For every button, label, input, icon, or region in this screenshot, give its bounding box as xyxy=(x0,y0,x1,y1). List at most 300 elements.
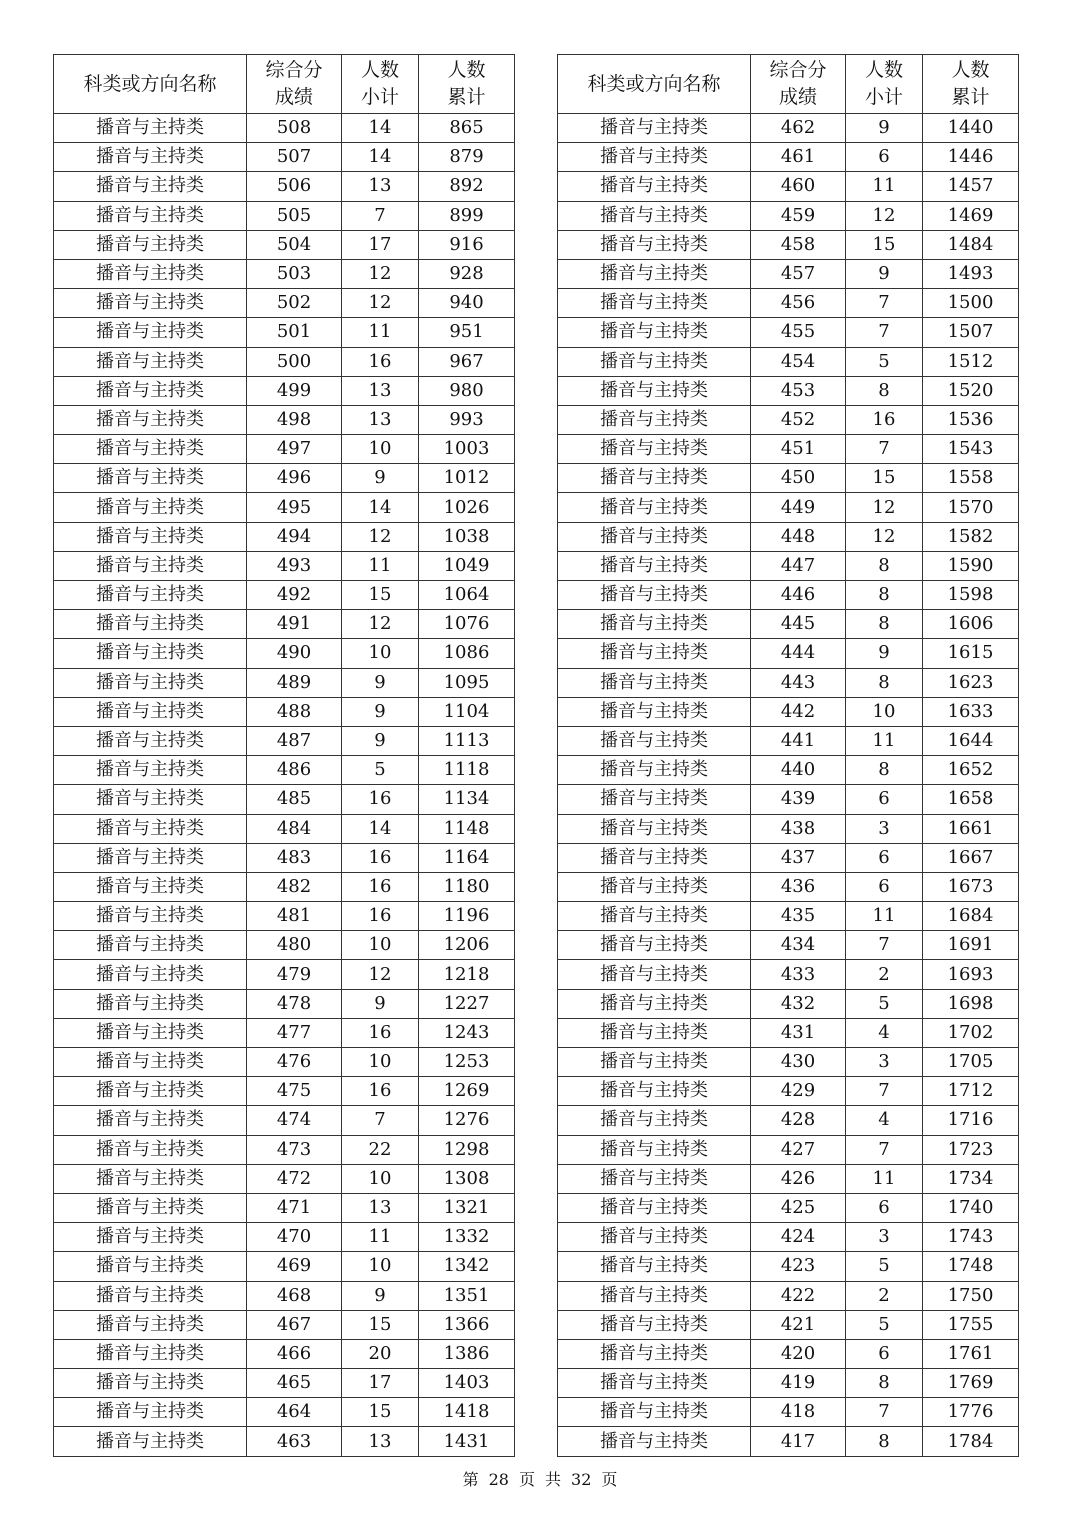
category-cell: 播音与主持类 xyxy=(54,726,247,755)
score-cell: 491 xyxy=(247,610,342,639)
table-row xyxy=(54,1427,515,1456)
count-cell: 5 xyxy=(846,347,923,376)
score-cell: 453 xyxy=(751,376,846,405)
count-cell: 16 xyxy=(342,872,419,901)
score-cell: 425 xyxy=(751,1193,846,1222)
count-cell: 11 xyxy=(846,1164,923,1193)
score-cell: 450 xyxy=(751,464,846,493)
table-row xyxy=(54,902,515,931)
count-cell: 10 xyxy=(342,435,419,464)
table-row xyxy=(54,989,515,1018)
cumulative-cell: 1321 xyxy=(419,1193,515,1222)
cumulative-cell: 1104 xyxy=(419,697,515,726)
score-cell: 447 xyxy=(751,551,846,580)
table-row xyxy=(54,318,515,347)
cumulative-cell: 1418 xyxy=(419,1398,515,1427)
category-cell: 播音与主持类 xyxy=(54,1398,247,1427)
score-cell: 436 xyxy=(751,872,846,901)
table-row xyxy=(54,1077,515,1106)
cumulative-cell: 980 xyxy=(419,376,515,405)
table-row xyxy=(558,1106,1019,1135)
table-row xyxy=(558,639,1019,668)
score-cell: 423 xyxy=(751,1252,846,1281)
cumulative-cell: 940 xyxy=(419,289,515,318)
table-row xyxy=(54,610,515,639)
table-row xyxy=(54,259,515,288)
category-cell: 播音与主持类 xyxy=(558,843,751,872)
score-cell: 504 xyxy=(247,230,342,259)
cumulative-cell: 1716 xyxy=(923,1106,1019,1135)
count-cell: 4 xyxy=(846,1018,923,1047)
count-cell: 14 xyxy=(342,814,419,843)
table-row xyxy=(54,1223,515,1252)
score-cell: 445 xyxy=(751,610,846,639)
count-cell: 14 xyxy=(342,143,419,172)
score-cell: 462 xyxy=(751,114,846,143)
cumulative-cell: 1076 xyxy=(419,610,515,639)
count-cell: 5 xyxy=(846,989,923,1018)
count-cell: 16 xyxy=(342,902,419,931)
cumulative-cell: 1049 xyxy=(419,551,515,580)
count-cell: 11 xyxy=(846,726,923,755)
count-cell: 16 xyxy=(342,347,419,376)
cumulative-cell: 951 xyxy=(419,318,515,347)
cumulative-cell: 1484 xyxy=(923,230,1019,259)
page-footer xyxy=(0,1467,1080,1490)
cumulative-cell: 1761 xyxy=(923,1339,1019,1368)
table-row xyxy=(558,435,1019,464)
table-row xyxy=(558,376,1019,405)
count-cell: 12 xyxy=(846,493,923,522)
cumulative-cell: 1308 xyxy=(419,1164,515,1193)
score-cell: 418 xyxy=(751,1398,846,1427)
score-cell: 460 xyxy=(751,172,846,201)
cumulative-cell: 1095 xyxy=(419,668,515,697)
category-cell: 播音与主持类 xyxy=(558,318,751,347)
table-row xyxy=(54,1310,515,1339)
score-cell: 484 xyxy=(247,814,342,843)
table-row xyxy=(558,405,1019,434)
count-cell: 22 xyxy=(342,1135,419,1164)
table-row xyxy=(558,201,1019,230)
category-cell: 播音与主持类 xyxy=(558,581,751,610)
count-cell: 12 xyxy=(342,259,419,288)
count-cell: 13 xyxy=(342,376,419,405)
cumulative-cell: 916 xyxy=(419,230,515,259)
score-cell: 469 xyxy=(247,1252,342,1281)
count-cell: 7 xyxy=(846,318,923,347)
table-row xyxy=(558,114,1019,143)
category-cell: 播音与主持类 xyxy=(54,114,247,143)
cumulative-cell: 1693 xyxy=(923,960,1019,989)
category-cell: 播音与主持类 xyxy=(54,1427,247,1456)
category-cell: 播音与主持类 xyxy=(558,143,751,172)
cumulative-cell: 1784 xyxy=(923,1427,1019,1456)
table-row xyxy=(54,1339,515,1368)
count-cell: 8 xyxy=(846,1369,923,1398)
category-cell: 播音与主持类 xyxy=(558,1135,751,1164)
count-cell: 12 xyxy=(846,201,923,230)
category-cell: 播音与主持类 xyxy=(54,1048,247,1077)
count-cell: 16 xyxy=(342,785,419,814)
table-row xyxy=(558,1339,1019,1368)
score-cell: 458 xyxy=(751,230,846,259)
table-row xyxy=(54,931,515,960)
cumulative-cell: 1673 xyxy=(923,872,1019,901)
count-cell: 11 xyxy=(846,902,923,931)
count-cell: 17 xyxy=(342,1369,419,1398)
score-cell: 461 xyxy=(751,143,846,172)
table-row xyxy=(558,551,1019,580)
count-cell: 8 xyxy=(846,581,923,610)
category-cell: 播音与主持类 xyxy=(558,405,751,434)
score-cell: 481 xyxy=(247,902,342,931)
table-row xyxy=(54,114,515,143)
count-cell: 6 xyxy=(846,843,923,872)
score-cell: 485 xyxy=(247,785,342,814)
category-cell: 播音与主持类 xyxy=(558,1018,751,1047)
cumulative-cell: 1218 xyxy=(419,960,515,989)
count-cell: 6 xyxy=(846,872,923,901)
table-row xyxy=(54,551,515,580)
score-cell: 428 xyxy=(751,1106,846,1135)
score-cell: 471 xyxy=(247,1193,342,1222)
count-cell: 7 xyxy=(342,201,419,230)
category-cell: 播音与主持类 xyxy=(54,785,247,814)
count-cell: 7 xyxy=(846,931,923,960)
cumulative-cell: 1196 xyxy=(419,902,515,931)
count-cell: 9 xyxy=(342,464,419,493)
table-row xyxy=(54,376,515,405)
cumulative-cell: 1366 xyxy=(419,1310,515,1339)
cumulative-cell: 1702 xyxy=(923,1018,1019,1047)
score-cell: 465 xyxy=(247,1369,342,1398)
category-cell: 播音与主持类 xyxy=(558,259,751,288)
table-row xyxy=(54,143,515,172)
count-cell: 10 xyxy=(342,1252,419,1281)
cumulative-cell: 1644 xyxy=(923,726,1019,755)
table-row xyxy=(54,1193,515,1222)
score-cell: 470 xyxy=(247,1223,342,1252)
count-cell: 9 xyxy=(342,668,419,697)
category-cell: 播音与主持类 xyxy=(54,318,247,347)
table-row xyxy=(558,1427,1019,1456)
table-row xyxy=(558,318,1019,347)
count-cell: 12 xyxy=(342,522,419,551)
count-cell: 8 xyxy=(846,610,923,639)
count-cell: 9 xyxy=(846,259,923,288)
count-cell: 6 xyxy=(846,1193,923,1222)
category-cell: 播音与主持类 xyxy=(558,610,751,639)
score-cell: 463 xyxy=(247,1427,342,1456)
score-cell: 422 xyxy=(751,1281,846,1310)
score-cell: 500 xyxy=(247,347,342,376)
count-cell: 15 xyxy=(846,230,923,259)
cumulative-cell: 1118 xyxy=(419,756,515,785)
header-cumulative: 人数 累计 xyxy=(923,55,1019,114)
category-cell: 播音与主持类 xyxy=(558,639,751,668)
table-row xyxy=(54,464,515,493)
cumulative-cell: 1590 xyxy=(923,551,1019,580)
score-cell: 474 xyxy=(247,1106,342,1135)
table-row xyxy=(558,814,1019,843)
category-cell: 播音与主持类 xyxy=(558,785,751,814)
table-row xyxy=(558,464,1019,493)
category-cell: 播音与主持类 xyxy=(54,435,247,464)
table-row xyxy=(54,347,515,376)
score-cell: 467 xyxy=(247,1310,342,1339)
table-row xyxy=(558,872,1019,901)
count-cell: 11 xyxy=(342,318,419,347)
score-cell: 464 xyxy=(247,1398,342,1427)
score-cell: 451 xyxy=(751,435,846,464)
count-cell: 12 xyxy=(342,289,419,318)
count-cell: 10 xyxy=(342,1048,419,1077)
score-cell: 493 xyxy=(247,551,342,580)
table-row xyxy=(54,1281,515,1310)
cumulative-cell: 1086 xyxy=(419,639,515,668)
table-body-left xyxy=(54,114,515,1457)
category-cell: 播音与主持类 xyxy=(558,1369,751,1398)
category-cell: 播音与主持类 xyxy=(54,376,247,405)
score-cell: 494 xyxy=(247,522,342,551)
cumulative-cell: 1623 xyxy=(923,668,1019,697)
score-cell: 437 xyxy=(751,843,846,872)
score-cell: 506 xyxy=(247,172,342,201)
cumulative-cell: 1446 xyxy=(923,143,1019,172)
count-cell: 11 xyxy=(342,551,419,580)
table-row xyxy=(558,522,1019,551)
count-cell: 5 xyxy=(846,1252,923,1281)
cumulative-cell: 993 xyxy=(419,405,515,434)
count-cell: 12 xyxy=(342,610,419,639)
category-cell: 播音与主持类 xyxy=(54,230,247,259)
category-cell: 播音与主持类 xyxy=(54,172,247,201)
cumulative-cell: 1113 xyxy=(419,726,515,755)
category-cell: 播音与主持类 xyxy=(558,114,751,143)
category-cell: 播音与主持类 xyxy=(558,1398,751,1427)
score-cell: 487 xyxy=(247,726,342,755)
table-row xyxy=(558,1135,1019,1164)
table-row xyxy=(54,1048,515,1077)
count-cell: 13 xyxy=(342,1193,419,1222)
score-cell: 440 xyxy=(751,756,846,785)
count-cell: 16 xyxy=(342,843,419,872)
score-cell: 446 xyxy=(751,581,846,610)
table-header-row xyxy=(558,55,1019,114)
category-cell: 播音与主持类 xyxy=(558,1339,751,1368)
cumulative-cell: 1748 xyxy=(923,1252,1019,1281)
table-row xyxy=(558,668,1019,697)
count-cell: 9 xyxy=(846,114,923,143)
table-row xyxy=(54,1164,515,1193)
category-cell: 播音与主持类 xyxy=(54,872,247,901)
count-cell: 9 xyxy=(342,989,419,1018)
table-row xyxy=(558,143,1019,172)
score-cell: 443 xyxy=(751,668,846,697)
score-cell: 496 xyxy=(247,464,342,493)
count-cell: 7 xyxy=(342,1106,419,1135)
cumulative-cell: 1332 xyxy=(419,1223,515,1252)
cumulative-cell: 865 xyxy=(419,114,515,143)
category-cell: 播音与主持类 xyxy=(558,814,751,843)
table-row xyxy=(54,872,515,901)
score-cell: 426 xyxy=(751,1164,846,1193)
score-cell: 431 xyxy=(751,1018,846,1047)
score-table-right xyxy=(557,54,1019,1457)
cumulative-cell: 1543 xyxy=(923,435,1019,464)
table-row xyxy=(558,902,1019,931)
count-cell: 2 xyxy=(846,960,923,989)
table-row xyxy=(558,1369,1019,1398)
cumulative-cell: 928 xyxy=(419,259,515,288)
category-cell: 播音与主持类 xyxy=(54,1223,247,1252)
table-row xyxy=(558,172,1019,201)
category-cell: 播音与主持类 xyxy=(54,639,247,668)
header-score: 综合分 成绩 xyxy=(751,55,846,114)
table-row xyxy=(558,1164,1019,1193)
category-cell: 播音与主持类 xyxy=(54,1369,247,1398)
category-cell: 播音与主持类 xyxy=(558,1252,751,1281)
cumulative-cell: 1440 xyxy=(923,114,1019,143)
table-row xyxy=(54,1369,515,1398)
table-row xyxy=(54,960,515,989)
count-cell: 11 xyxy=(846,172,923,201)
table-row xyxy=(54,435,515,464)
count-cell: 3 xyxy=(846,814,923,843)
score-cell: 472 xyxy=(247,1164,342,1193)
score-cell: 454 xyxy=(751,347,846,376)
table-header-row xyxy=(54,55,515,114)
count-cell: 14 xyxy=(342,493,419,522)
category-cell: 播音与主持类 xyxy=(54,581,247,610)
cumulative-cell: 1705 xyxy=(923,1048,1019,1077)
category-cell: 播音与主持类 xyxy=(558,347,751,376)
category-cell: 播音与主持类 xyxy=(54,1106,247,1135)
table-row xyxy=(558,960,1019,989)
category-cell: 播音与主持类 xyxy=(54,1252,247,1281)
category-cell: 播音与主持类 xyxy=(54,931,247,960)
cumulative-cell: 1570 xyxy=(923,493,1019,522)
footer-ye: 页 xyxy=(518,1470,535,1489)
count-cell: 3 xyxy=(846,1223,923,1252)
table-row xyxy=(558,289,1019,318)
table-row xyxy=(558,1048,1019,1077)
score-cell: 439 xyxy=(751,785,846,814)
category-cell: 播音与主持类 xyxy=(54,1018,247,1047)
cumulative-cell: 1038 xyxy=(419,522,515,551)
score-cell: 498 xyxy=(247,405,342,434)
score-cell: 459 xyxy=(751,201,846,230)
count-cell: 9 xyxy=(342,1281,419,1310)
score-cell: 468 xyxy=(247,1281,342,1310)
score-cell: 430 xyxy=(751,1048,846,1077)
table-row xyxy=(54,1018,515,1047)
score-cell: 505 xyxy=(247,201,342,230)
cumulative-cell: 1206 xyxy=(419,931,515,960)
score-cell: 508 xyxy=(247,114,342,143)
table-row xyxy=(54,726,515,755)
table-row xyxy=(54,581,515,610)
count-cell: 13 xyxy=(342,1427,419,1456)
category-cell: 播音与主持类 xyxy=(54,1281,247,1310)
count-cell: 10 xyxy=(342,931,419,960)
cumulative-cell: 1180 xyxy=(419,872,515,901)
score-cell: 502 xyxy=(247,289,342,318)
score-cell: 429 xyxy=(751,1077,846,1106)
category-cell: 播音与主持类 xyxy=(54,1310,247,1339)
cumulative-cell: 1507 xyxy=(923,318,1019,347)
category-cell: 播音与主持类 xyxy=(558,435,751,464)
score-cell: 489 xyxy=(247,668,342,697)
table-row xyxy=(558,1018,1019,1047)
category-cell: 播音与主持类 xyxy=(558,902,751,931)
category-cell: 播音与主持类 xyxy=(54,756,247,785)
category-cell: 播音与主持类 xyxy=(558,1164,751,1193)
score-cell: 433 xyxy=(751,960,846,989)
category-cell: 播音与主持类 xyxy=(558,551,751,580)
score-cell: 482 xyxy=(247,872,342,901)
cumulative-cell: 1520 xyxy=(923,376,1019,405)
cumulative-cell: 1003 xyxy=(419,435,515,464)
cumulative-cell: 1667 xyxy=(923,843,1019,872)
category-cell: 播音与主持类 xyxy=(558,201,751,230)
cumulative-cell: 1769 xyxy=(923,1369,1019,1398)
table-row xyxy=(54,1106,515,1135)
category-cell: 播音与主持类 xyxy=(558,1048,751,1077)
cumulative-cell: 1134 xyxy=(419,785,515,814)
table-row xyxy=(54,639,515,668)
table-body-right xyxy=(558,114,1019,1457)
cumulative-cell: 1750 xyxy=(923,1281,1019,1310)
count-cell: 7 xyxy=(846,435,923,464)
score-cell: 441 xyxy=(751,726,846,755)
count-cell: 7 xyxy=(846,1135,923,1164)
cumulative-cell: 1755 xyxy=(923,1310,1019,1339)
cumulative-cell: 1582 xyxy=(923,522,1019,551)
table-row xyxy=(558,493,1019,522)
count-cell: 7 xyxy=(846,1398,923,1427)
cumulative-cell: 1712 xyxy=(923,1077,1019,1106)
count-cell: 6 xyxy=(846,785,923,814)
cumulative-cell: 1148 xyxy=(419,814,515,843)
cumulative-cell: 1457 xyxy=(923,172,1019,201)
table-row xyxy=(54,405,515,434)
table-row xyxy=(54,522,515,551)
cumulative-cell: 1500 xyxy=(923,289,1019,318)
table-row xyxy=(558,843,1019,872)
count-cell: 9 xyxy=(342,697,419,726)
table-row xyxy=(558,785,1019,814)
count-cell: 9 xyxy=(342,726,419,755)
score-cell: 486 xyxy=(247,756,342,785)
category-cell: 播音与主持类 xyxy=(54,610,247,639)
table-row xyxy=(558,259,1019,288)
score-cell: 479 xyxy=(247,960,342,989)
cumulative-cell: 1064 xyxy=(419,581,515,610)
table-row xyxy=(54,1398,515,1427)
count-cell: 5 xyxy=(846,1310,923,1339)
table-row xyxy=(558,1252,1019,1281)
table-row xyxy=(558,347,1019,376)
score-cell: 435 xyxy=(751,902,846,931)
count-cell: 13 xyxy=(342,172,419,201)
table-row xyxy=(54,843,515,872)
table-row xyxy=(558,726,1019,755)
score-cell: 476 xyxy=(247,1048,342,1077)
category-cell: 播音与主持类 xyxy=(54,201,247,230)
cumulative-cell: 1164 xyxy=(419,843,515,872)
